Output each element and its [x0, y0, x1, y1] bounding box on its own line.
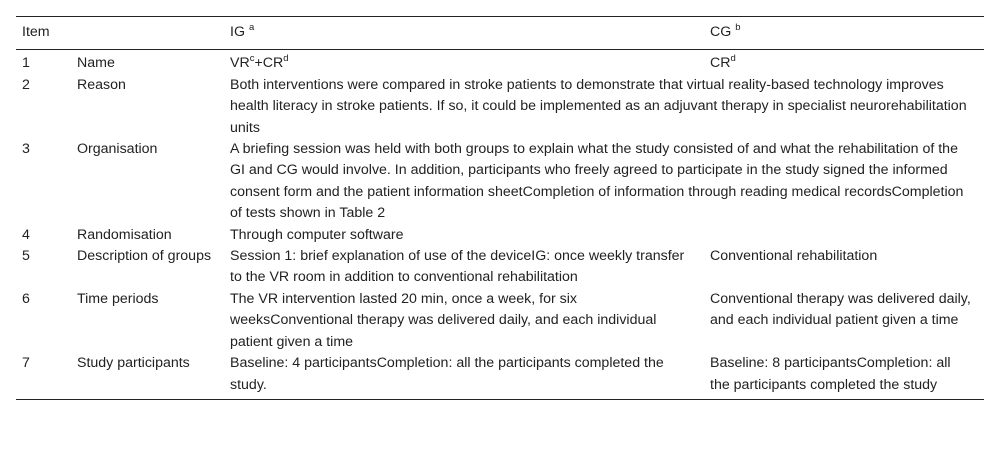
header-ig-note: a: [248, 22, 255, 33]
header-ig: IG $^a$: [230, 22, 255, 40]
row-label: Study participants: [77, 355, 190, 372]
row-label: Description of groups: [77, 248, 212, 265]
header-cg: CG $^b$: [710, 22, 741, 40]
table-row: [16, 50, 984, 75]
table-body: [16, 50, 984, 400]
table-row: [16, 353, 984, 399]
data-table-container: [16, 16, 984, 400]
row-number: 7: [22, 355, 30, 372]
row-number: 6: [22, 290, 30, 307]
ig-cell: The VR intervention lasted 20 min, once a week, for six weeksConventional therapy was delivered daily, and each individual patient given a time: [230, 290, 657, 350]
study-design-table: [16, 16, 984, 400]
row-number: 4: [22, 226, 30, 243]
shared-cell: Through computer software: [230, 226, 404, 243]
cg-cell: Baseline: 8 participantsCompletion: all the participants completed the study: [710, 355, 951, 393]
cg-cell: Conventional therapy was delivered daily, and each individual patient given a time: [710, 290, 971, 329]
row-number: 2: [22, 76, 30, 93]
table-row: [16, 246, 984, 289]
row-label: Name: [77, 55, 115, 72]
table-row: [16, 225, 984, 246]
ig-cell: Baseline: 4 participantsCompletion: all the participants completed the study.: [230, 355, 664, 393]
cg-cell: $CR^d$: [710, 53, 736, 72]
row-number: 3: [22, 141, 30, 158]
cg-cell: Conventional rehabilitation: [710, 248, 878, 265]
row-label: Reason: [77, 76, 126, 93]
header-item: Item: [22, 24, 50, 40]
table-header: [16, 17, 984, 50]
row-label: Randomisation: [77, 226, 172, 243]
shared-cell: Both interventions were compared in stroke patients to demonstrate that virtual reality-based technology improves health literacy in stroke patients. If so, it could be implemented as an adjuvant therapy in specialist neurorehabilitation units: [230, 76, 967, 136]
row-number: 5: [22, 248, 30, 265]
header-cg-note: b: [735, 22, 741, 33]
row-label: Time periods: [77, 290, 159, 307]
table-row: [16, 75, 984, 139]
header-row: [16, 17, 984, 50]
table-row: [16, 289, 984, 353]
table-row: [16, 139, 984, 225]
row-number: 1: [22, 55, 30, 72]
ig-cell: $VR^c+CR^d$: [230, 53, 289, 72]
shared-cell: A briefing session was held with both groups to explain what the study consisted of and what the rehabilitation of the GI and CG would involve. In addition, participants who freely agreed to participate in the study signed the informed consent form and the patient information sheetCompletion of information through reading medical recordsCompletion of tests shown in Table 2: [230, 141, 964, 222]
row-label: Organisation: [77, 141, 158, 158]
ig-cell: Session 1: brief explanation of use of the deviceIG: once weekly transfer to the VR room in addition to conventional rehabilitation: [230, 248, 685, 286]
